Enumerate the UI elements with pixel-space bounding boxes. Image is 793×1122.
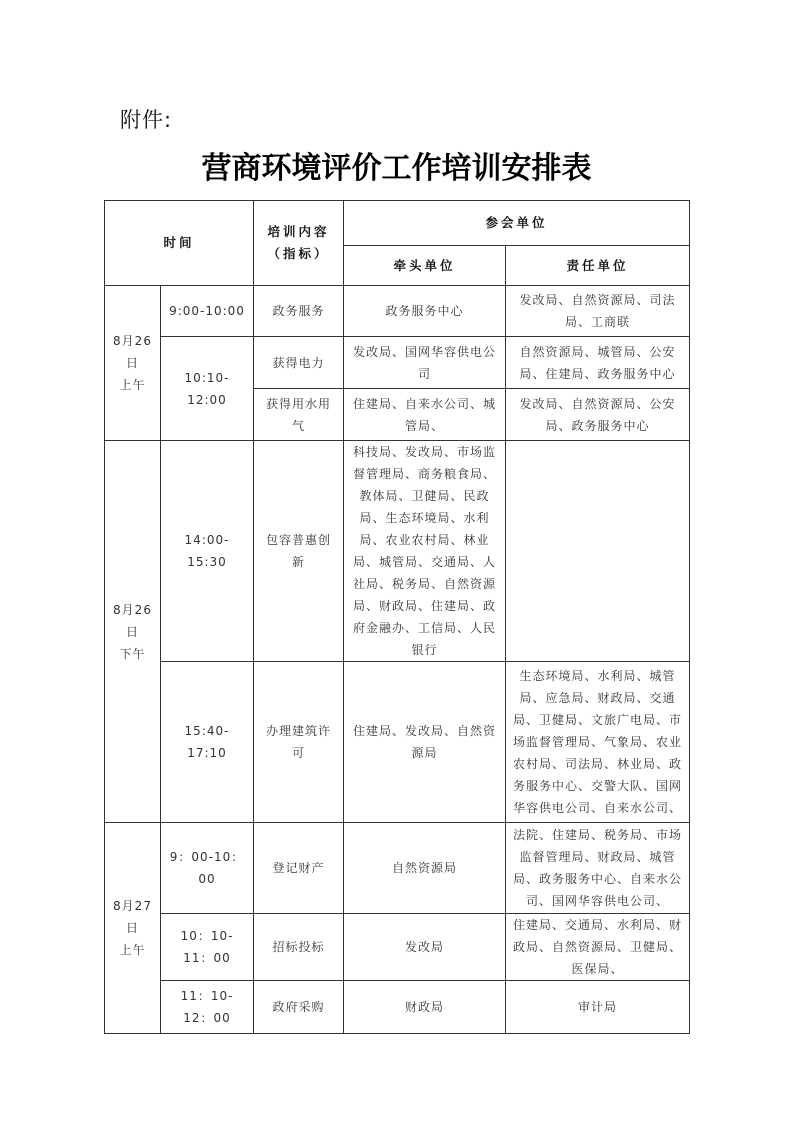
lead-cell: 住建局、自来水公司、城管局、 xyxy=(344,389,506,441)
lead-cell: 自然资源局 xyxy=(344,823,506,914)
date: 8月26日 xyxy=(113,602,152,639)
responsible-cell: 法院、住建局、税务局、市场监督管理局、财政局、城管局、政务服务中心、自来水公司、国网华容供电公司、 xyxy=(506,823,690,914)
table-row xyxy=(105,823,690,914)
lead-cell: 发改局、国网华容供电公司 xyxy=(344,337,506,389)
training-schedule-table xyxy=(104,200,690,1034)
header-lead: 牵头单位 xyxy=(344,246,506,286)
date: 8月26日 xyxy=(113,334,152,370)
time-cell: 9:00-10:00 xyxy=(161,286,254,337)
header-participants: 参会单位 xyxy=(344,201,690,246)
time-cell: 14:00-15:30 xyxy=(161,441,254,662)
table-row xyxy=(105,441,690,662)
header-row xyxy=(105,201,690,246)
period: 上午 xyxy=(119,943,146,957)
time-cell: 15:40-17:10 xyxy=(161,662,254,823)
content-cell: 获得电力 xyxy=(254,337,344,389)
lead-cell: 发改局 xyxy=(344,914,506,981)
responsible-cell: 生态环境局、水利局、城管局、应急局、财政局、交通局、卫健局、文旅广电局、市场监督管理局、气象局、农业农村局、司法局、林业局、政务服务中心、交警大队、国网华容供电公司、自来水公司、 xyxy=(506,662,690,823)
content-cell: 获得用水用气 xyxy=(254,389,344,441)
time-cell: 10：10-11：00 xyxy=(161,914,254,981)
lead-cell: 住建局、发改局、自然资源局 xyxy=(344,662,506,823)
document-title: 营商环境评价工作培训安排表 xyxy=(201,151,592,186)
header-responsible: 责任单位 xyxy=(506,246,690,286)
header-time: 时间 xyxy=(105,201,254,286)
period: 下午 xyxy=(119,646,146,661)
responsible-cell: 审计局 xyxy=(506,981,690,1034)
time-cell: 10:10-12:00 xyxy=(161,337,254,441)
date: 8月27日 xyxy=(113,899,152,935)
content-cell: 政府采购 xyxy=(254,981,344,1034)
content-cell: 政务服务 xyxy=(254,286,344,337)
content-cell: 包容普惠创新 xyxy=(254,441,344,662)
time-cell: 9：00-10：00 xyxy=(161,823,254,914)
table-row xyxy=(105,337,690,389)
table-row xyxy=(105,914,690,981)
content-cell: 招标投标 xyxy=(254,914,344,981)
responsible-cell: 自然资源局、城管局、公安局、住建局、政务服务中心 xyxy=(506,337,690,389)
responsible-cell: 住建局、交通局、水利局、财政局、自然资源局、卫健局、医保局、 xyxy=(506,914,690,981)
table-row xyxy=(105,662,690,823)
header-content-line2: （指标） xyxy=(267,246,330,261)
attachment-label: 附件: xyxy=(120,108,173,132)
responsible-cell xyxy=(506,441,690,662)
content-cell: 登记财产 xyxy=(254,823,344,914)
time-cell: 11：10-12：00 xyxy=(161,981,254,1034)
date-cell xyxy=(105,441,161,823)
header-content xyxy=(254,201,344,286)
period: 上午 xyxy=(119,378,146,392)
table-row xyxy=(105,981,690,1034)
date-cell xyxy=(105,286,161,441)
lead-cell: 政务服务中心 xyxy=(344,286,506,337)
header-content-line1: 培训内容 xyxy=(267,224,330,239)
lead-cell: 财政局 xyxy=(344,981,506,1034)
table-row xyxy=(105,286,690,337)
responsible-cell: 发改局、自然资源局、司法局、工商联 xyxy=(506,286,690,337)
date-cell xyxy=(105,823,161,1034)
lead-cell: 科技局、发改局、市场监督管理局、商务粮食局、教体局、卫健局、民政局、生态环境局、水利局、农业农村局、林业局、城管局、交通局、人社局、税务局、自然资源局、财政局、住建局、政府金融办、工信局、人民银行 xyxy=(344,441,506,662)
content-cell: 办理建筑许可 xyxy=(254,662,344,823)
responsible-cell: 发改局、自然资源局、公安局、政务服务中心 xyxy=(506,389,690,441)
